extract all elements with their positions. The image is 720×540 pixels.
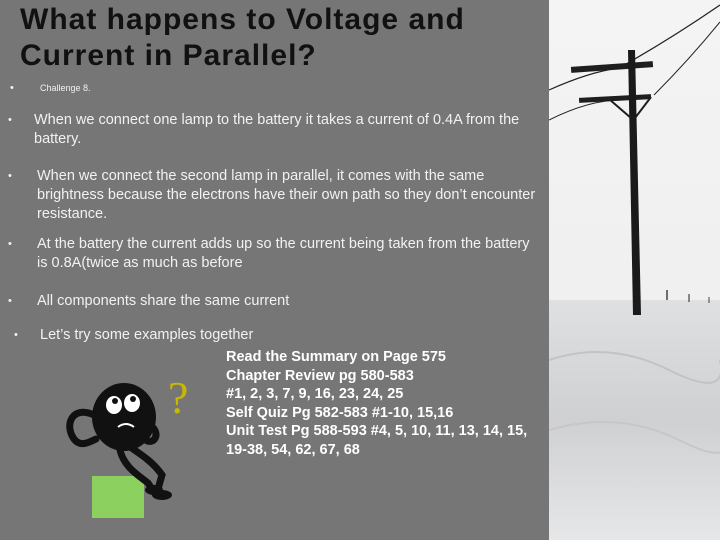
summary-block — [226, 348, 556, 459]
bullet-dot-icon: • — [8, 114, 12, 126]
title-line-2: Current in Parallel? — [20, 39, 317, 72]
summary-line: Unit Test Pg 588-593 #4, 5, 10, 11, 13, 14, 15, 19-38, 54, 62, 67, 68 — [226, 423, 528, 458]
bullet-dot-icon: • — [8, 170, 12, 182]
bullet-dot-icon: • — [8, 295, 12, 307]
green-box — [92, 476, 144, 518]
bullet-dot-icon: • — [14, 329, 18, 341]
bullet-text: When we connect the second lamp in parallel, it comes with the same brightness because the electrons have their own path so they don’t encounter resistance. — [37, 168, 536, 222]
thinking-character-icon — [58, 355, 208, 525]
summary-line: Chapter Review pg 580-583 — [226, 367, 414, 384]
bullet-text: Challenge 8. — [40, 83, 91, 93]
utility-pole-photo — [549, 0, 720, 540]
summary-line: Self Quiz Pg 582-583 #1-10, 15,16 — [226, 404, 454, 421]
title-line-1: What happens to Voltage and — [20, 3, 465, 36]
bullet-text: Let’s try some examples together — [40, 327, 254, 343]
bullet-text: When we connect one lamp to the battery it takes a current of 0.4A from the battery. — [34, 112, 520, 147]
bullet-text: All components share the same current — [37, 293, 290, 309]
bullet-dot-icon: • — [10, 82, 14, 94]
summary-line: Read the Summary on Page 575 — [226, 349, 446, 365]
bullet-text: At the battery the current adds up so the current being taken from the battery is 0.8A(twice as much as before — [37, 236, 530, 271]
summary-line: #1, 2, 3, 7, 9, 16, 23, 24, 25 — [226, 386, 404, 402]
question-mark-icon: ? — [168, 372, 189, 423]
slide-title — [20, 2, 540, 74]
bullet-dot-icon: • — [8, 238, 12, 250]
